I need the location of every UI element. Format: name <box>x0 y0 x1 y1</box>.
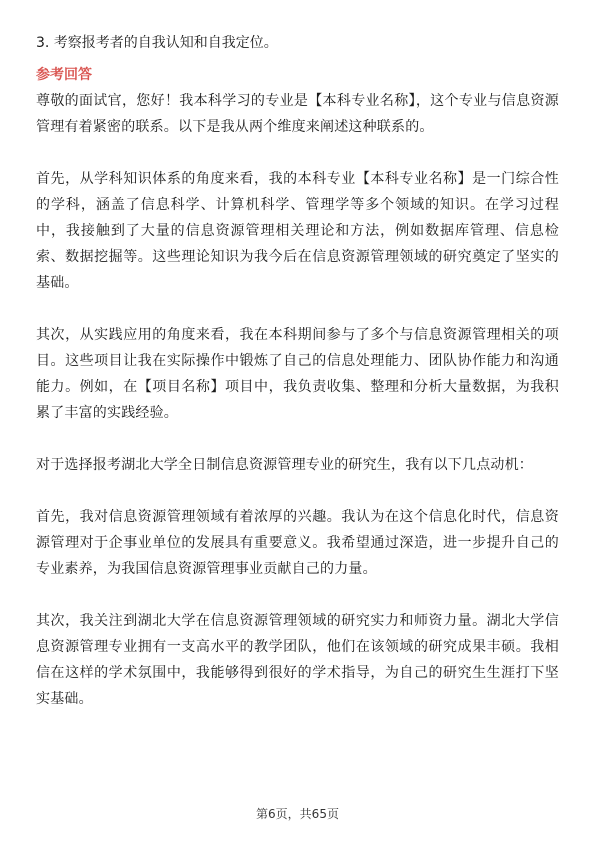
paragraph-interest: 首先，我对信息资源管理领域有着浓厚的兴趣。我认为在这个信息化时代，信息资源管理对于企事业单位的发展具有重要意义。我希望通过深造，进一步提升自己的专业素养，为我国信息资源管理事业贡献自己的力量。 <box>36 509 559 577</box>
paragraph-practice: 其次，从实践应用的角度来看，我在本科期间参与了多个与信息资源管理相关的项目。这些项目让我在实际操作中锻炼了自己的信息处理能力、团队协作能力和沟通能力。例如，在【项目名称】项目中，我负责收集、整理和分析大量数据，为我积累了丰富的实践经验。 <box>36 327 559 421</box>
paragraph-knowledge: 首先，从学科知识体系的角度来看，我的本科专业【本科专业名称】是一门综合性的学科，涵盖了信息科学、计算机科学、管理学等多个领域的知识。在学习过程中，我接触到了大量的信息资源管理相关理论和方法，例如数据库管理、信息检索、数据挖掘等。这些理论知识为我今后在信息资源管理领域的研究奠定了坚实的基础。 <box>36 171 559 291</box>
page-number: 第6页，共65页 <box>256 807 339 821</box>
paragraph-intro: 尊敬的面试官，您好！我本科学习的专业是【本科专业名称】，这个专业与信息资源管理有着紧密的联系。以下是我从两个维度来阐述这种联系的。 <box>36 93 559 135</box>
paragraph-university: 其次，我关注到湖北大学在信息资源管理领域的研究实力和师资力量。湖北大学信息资源管理专业拥有一支高水平的教学团队，他们在该领域的研究成果丰硕。我相信在这样的学术氛围中，我能够得到很好的学术指导，为自己的研究生生涯打下坚实基础。 <box>36 613 559 707</box>
document-body <box>36 30 559 738</box>
answer-label: 参考回答 <box>36 67 92 83</box>
question-text: 3. 考察报考者的自我认知和自我定位。 <box>36 35 278 51</box>
paragraph-motivation-intro: 对于选择报考湖北大学全日制信息资源管理专业的研究生，我有以下几点动机： <box>36 457 533 473</box>
